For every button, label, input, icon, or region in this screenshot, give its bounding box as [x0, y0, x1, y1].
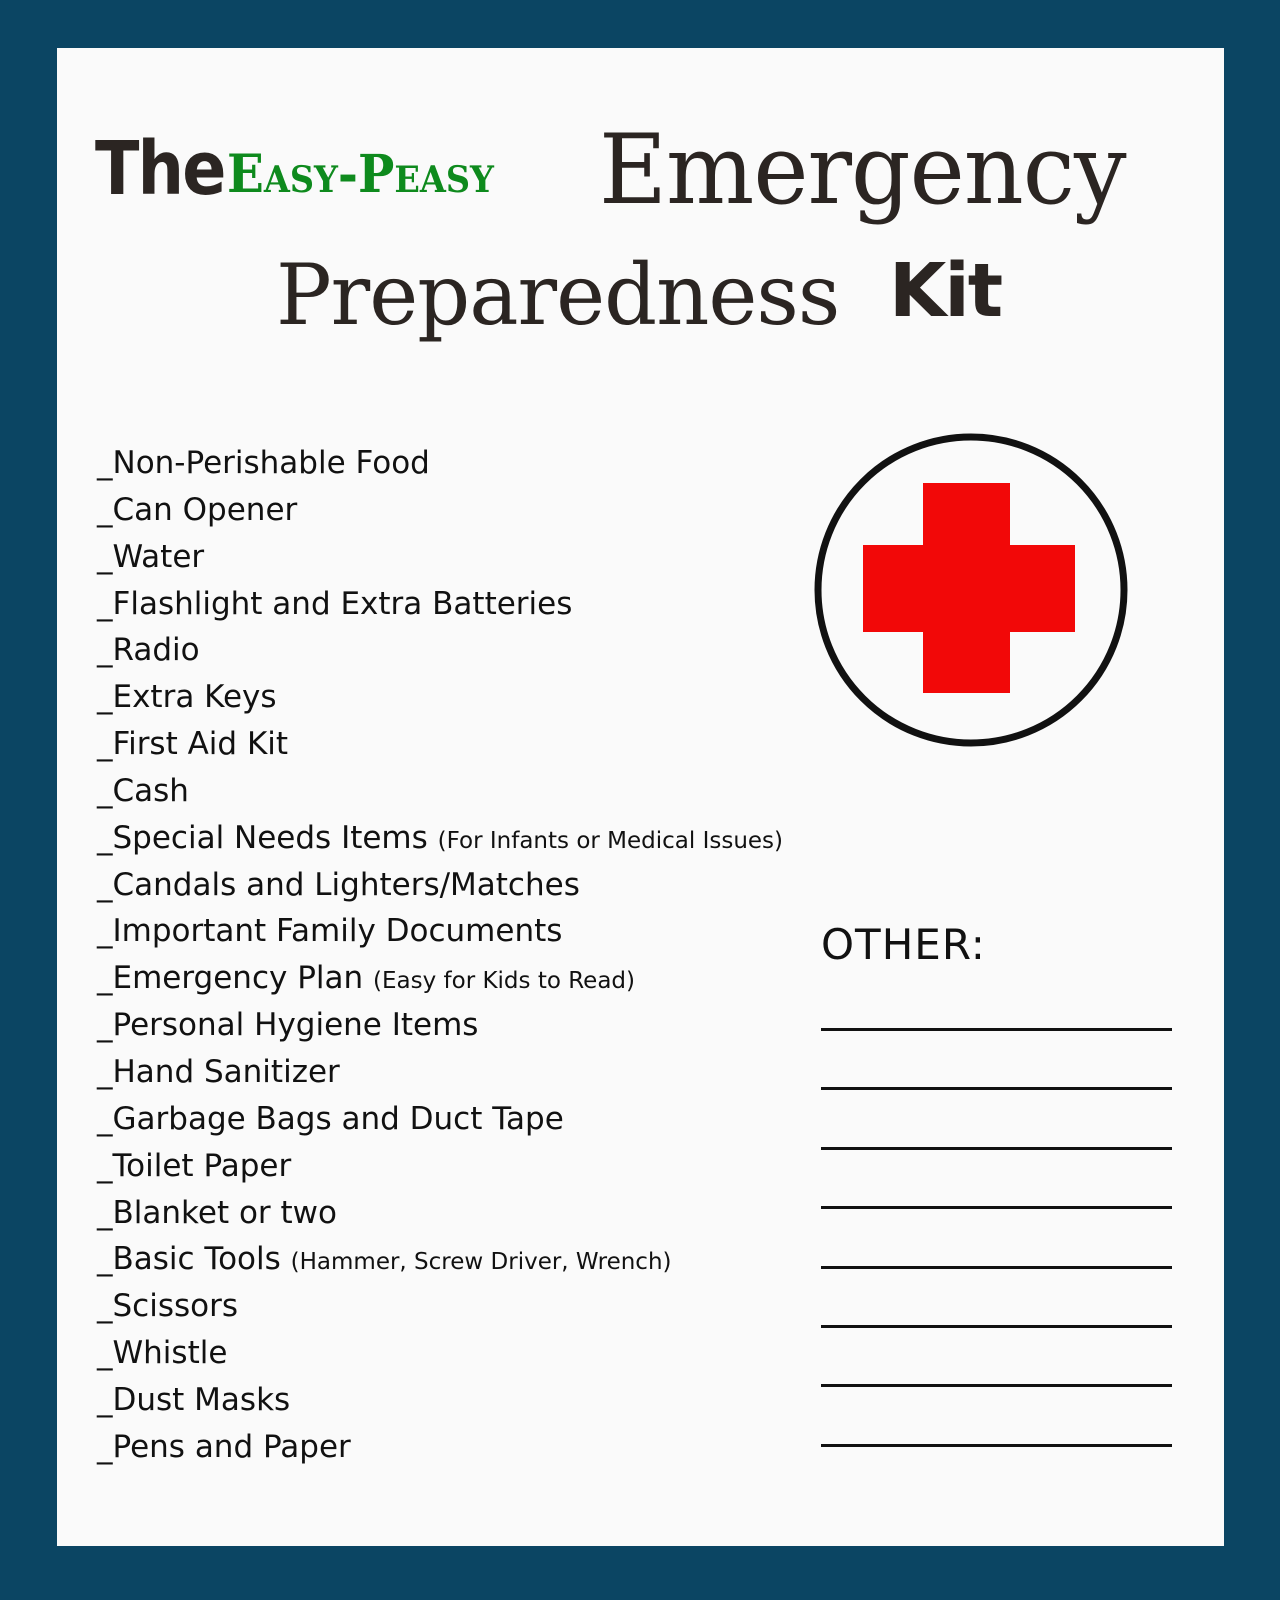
- checklist-item: [97, 721, 783, 768]
- write-in-line[interactable]: [821, 1206, 1172, 1209]
- title-preparedness: Preparedness: [276, 246, 840, 344]
- checklist-item-label: _Dust Masks: [97, 1381, 291, 1418]
- checklist-item: [97, 862, 783, 909]
- write-in-line[interactable]: [821, 1384, 1172, 1387]
- checklist-item: [97, 534, 783, 581]
- checklist-item: [97, 1330, 783, 1377]
- checklist-item: [97, 1049, 783, 1096]
- checklist-page: [57, 48, 1224, 1546]
- checklist-item-label: _Extra Keys: [97, 679, 277, 716]
- title-kit: Kit: [889, 248, 1002, 334]
- write-in-line[interactable]: [821, 1325, 1172, 1328]
- checklist-item-note: (Easy for Kids to Read): [373, 968, 635, 995]
- checklist-item-label: _Personal Hygiene Items: [97, 1007, 479, 1044]
- title-the: The: [95, 126, 225, 212]
- checklist-item-label: _Special Needs Items: [97, 819, 428, 856]
- checklist-item-label: _Emergency Plan: [97, 960, 364, 997]
- checklist-item-label: _Water: [97, 538, 205, 575]
- checklist-item-label: _Garbage Bags and Duct Tape: [97, 1100, 564, 1137]
- checklist-item-label: _Pens and Paper: [97, 1428, 351, 1465]
- write-in-line[interactable]: [821, 1087, 1172, 1090]
- checklist-item: [97, 1283, 783, 1330]
- other-label: OTHER:: [821, 920, 986, 969]
- checklist-item: [97, 1424, 783, 1471]
- checklist-item-note: (Hammer, Screw Driver, Wrench): [290, 1249, 672, 1276]
- checklist-item: [97, 908, 783, 955]
- red-cross-icon: [812, 431, 1130, 749]
- checklist-item-label: _Can Opener: [97, 491, 298, 528]
- checklist-item: [97, 1002, 783, 1049]
- title-easy-peasy: Easy-Peasy: [227, 144, 494, 205]
- checklist-item: [97, 768, 783, 815]
- checklist-item: [97, 955, 783, 1002]
- checklist-item-label: _Scissors: [97, 1288, 238, 1325]
- checklist-item-label: _Whistle: [97, 1335, 228, 1372]
- checklist-item: [97, 1377, 783, 1424]
- checklist-item-label: _Toilet Paper: [97, 1147, 292, 1184]
- checklist-item-label: _Flashlight and Extra Batteries: [97, 585, 573, 622]
- checklist-item-label: _First Aid Kit: [97, 726, 289, 763]
- checklist-item-label: _Radio: [97, 632, 200, 669]
- checklist-item-label: _Non-Perishable Food: [97, 445, 430, 481]
- checklist-item-note: (For Infants or Medical Issues): [437, 827, 784, 854]
- checklist-item-label: _Candals and Lighters/Matches: [97, 866, 580, 903]
- checklist-item: [97, 1143, 783, 1190]
- checklist-item: [97, 581, 783, 628]
- checklist-item: [97, 815, 783, 862]
- write-in-line[interactable]: [821, 1444, 1172, 1447]
- checklist-item-label: _Hand Sanitizer: [97, 1053, 340, 1090]
- checklist-item: [97, 1190, 783, 1237]
- checklist-item: [97, 627, 783, 674]
- checklist-item: [97, 1236, 783, 1283]
- checklist-item: [97, 440, 783, 487]
- checklist-item-label: _Important Family Documents: [97, 913, 563, 950]
- write-in-line[interactable]: [821, 1147, 1172, 1150]
- write-in-line[interactable]: [821, 1028, 1172, 1031]
- title-emergency: Emergency: [599, 114, 1126, 226]
- checklist-item: [97, 674, 783, 721]
- title-line-1: [57, 114, 1224, 224]
- supply-checklist: [97, 440, 783, 1471]
- write-in-line[interactable]: [821, 1266, 1172, 1269]
- checklist-item-label: _Basic Tools: [97, 1241, 281, 1278]
- checklist-item: [97, 1096, 783, 1143]
- checklist-item-label: _Cash: [97, 772, 189, 809]
- checklist-item: [97, 487, 783, 534]
- checklist-item-label: _Blanket or two: [97, 1194, 337, 1231]
